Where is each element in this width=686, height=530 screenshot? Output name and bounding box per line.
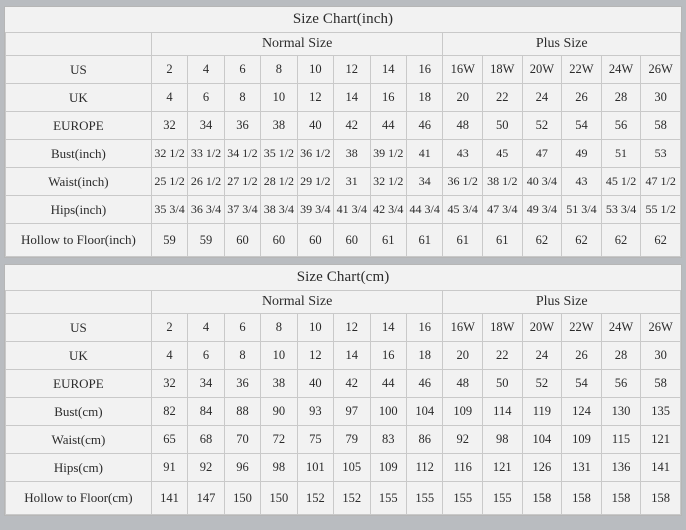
row-label: EUROPE xyxy=(6,370,152,398)
cell: 147 xyxy=(188,482,224,515)
cell: 36 1/2 xyxy=(443,168,483,196)
cell: 36 xyxy=(224,370,260,398)
cell: 155 xyxy=(443,482,483,515)
cell: 38 xyxy=(334,140,370,168)
cell: 40 xyxy=(297,112,333,140)
cell: 4 xyxy=(151,84,187,112)
cell: 45 3/4 xyxy=(443,196,483,224)
cell: 44 xyxy=(370,370,406,398)
cell: 98 xyxy=(261,454,297,482)
cell: 51 xyxy=(601,140,641,168)
cell: 42 xyxy=(334,112,370,140)
cell: 104 xyxy=(522,426,562,454)
cell: 36 xyxy=(224,112,260,140)
cell: 158 xyxy=(522,482,562,515)
cell: 38 3/4 xyxy=(261,196,297,224)
cell: 49 3/4 xyxy=(522,196,562,224)
cell: 6 xyxy=(224,314,260,342)
cell: 58 xyxy=(641,370,681,398)
table-row xyxy=(6,398,681,426)
cell: 40 3/4 xyxy=(522,168,562,196)
table-row xyxy=(6,342,681,370)
table-row xyxy=(6,140,681,168)
cell: 86 xyxy=(406,426,442,454)
cell: 30 xyxy=(641,342,681,370)
cell: 39 1/2 xyxy=(370,140,406,168)
cell: 8 xyxy=(261,314,297,342)
cell: 10 xyxy=(297,56,333,84)
cell: 31 xyxy=(334,168,370,196)
cell: 47 3/4 xyxy=(483,196,523,224)
cell: 30 xyxy=(641,84,681,112)
cell: 61 xyxy=(443,224,483,257)
row-label: Hollow to Floor(cm) xyxy=(6,482,152,515)
cell: 150 xyxy=(261,482,297,515)
cell: 101 xyxy=(297,454,333,482)
cell: 53 xyxy=(641,140,681,168)
table-row xyxy=(6,112,681,140)
table-row xyxy=(6,314,681,342)
cell: 104 xyxy=(406,398,442,426)
group-plus-size: Plus Size xyxy=(443,33,681,56)
cell: 150 xyxy=(224,482,260,515)
cell: 141 xyxy=(641,454,681,482)
cell: 18W xyxy=(483,314,523,342)
cell: 96 xyxy=(224,454,260,482)
cell: 131 xyxy=(562,454,602,482)
cell: 41 xyxy=(406,140,442,168)
cell: 16W xyxy=(443,56,483,84)
cell: 24 xyxy=(522,342,562,370)
cell: 65 xyxy=(151,426,187,454)
cell: 62 xyxy=(601,224,641,257)
cell: 46 xyxy=(406,370,442,398)
size-table-cm xyxy=(5,290,681,515)
corner-cell xyxy=(6,33,152,56)
cell: 34 1/2 xyxy=(224,140,260,168)
row-label: Hips(cm) xyxy=(6,454,152,482)
cell: 8 xyxy=(224,342,260,370)
cell: 32 xyxy=(151,112,187,140)
table-row xyxy=(6,168,681,196)
cell: 48 xyxy=(443,112,483,140)
cell: 42 3/4 xyxy=(370,196,406,224)
cell: 158 xyxy=(601,482,641,515)
cell: 26W xyxy=(641,56,681,84)
cell: 38 xyxy=(261,112,297,140)
cell: 42 xyxy=(334,370,370,398)
cell: 52 xyxy=(522,112,562,140)
cell: 36 3/4 xyxy=(188,196,224,224)
cell: 20W xyxy=(522,314,562,342)
row-label: Hollow to Floor(inch) xyxy=(6,224,152,257)
cell: 105 xyxy=(334,454,370,482)
cell: 8 xyxy=(261,56,297,84)
table-row xyxy=(6,224,681,257)
cell: 79 xyxy=(334,426,370,454)
cell: 126 xyxy=(522,454,562,482)
cell: 45 1/2 xyxy=(601,168,641,196)
cell: 124 xyxy=(562,398,602,426)
table-row xyxy=(6,426,681,454)
cell: 36 1/2 xyxy=(297,140,333,168)
cell: 92 xyxy=(443,426,483,454)
cell: 43 xyxy=(562,168,602,196)
cell: 4 xyxy=(188,56,224,84)
cell: 32 1/2 xyxy=(151,140,187,168)
cell: 114 xyxy=(483,398,523,426)
table-row xyxy=(6,482,681,515)
cell: 16 xyxy=(406,314,442,342)
cell: 26 xyxy=(562,84,602,112)
cell: 82 xyxy=(151,398,187,426)
cell: 26 xyxy=(562,342,602,370)
group-header-row xyxy=(6,33,681,56)
cell: 4 xyxy=(188,314,224,342)
cell: 62 xyxy=(641,224,681,257)
cell: 100 xyxy=(370,398,406,426)
cell: 61 xyxy=(370,224,406,257)
cell: 14 xyxy=(370,56,406,84)
cell: 6 xyxy=(224,56,260,84)
row-label: Waist(cm) xyxy=(6,426,152,454)
cell: 109 xyxy=(370,454,406,482)
cell: 59 xyxy=(188,224,224,257)
cell: 18 xyxy=(406,342,442,370)
row-label: UK xyxy=(6,84,152,112)
cell: 12 xyxy=(297,84,333,112)
row-label: US xyxy=(6,56,152,84)
cell: 141 xyxy=(151,482,187,515)
cell: 112 xyxy=(406,454,442,482)
cell: 20 xyxy=(443,84,483,112)
cell: 47 xyxy=(522,140,562,168)
cell: 58 xyxy=(641,112,681,140)
cell: 28 1/2 xyxy=(261,168,297,196)
cell: 60 xyxy=(261,224,297,257)
cell: 70 xyxy=(224,426,260,454)
row-label: UK xyxy=(6,342,152,370)
cell: 48 xyxy=(443,370,483,398)
cell: 22 xyxy=(483,84,523,112)
cell: 34 xyxy=(188,370,224,398)
table-row xyxy=(6,454,681,482)
cell: 121 xyxy=(483,454,523,482)
cell: 91 xyxy=(151,454,187,482)
cell: 97 xyxy=(334,398,370,426)
size-chart-inch xyxy=(4,6,682,258)
cell: 27 1/2 xyxy=(224,168,260,196)
cell: 46 xyxy=(406,112,442,140)
cell: 155 xyxy=(406,482,442,515)
cell: 2 xyxy=(151,314,187,342)
cell: 14 xyxy=(370,314,406,342)
cell: 55 1/2 xyxy=(641,196,681,224)
cell: 12 xyxy=(297,342,333,370)
cell: 4 xyxy=(151,342,187,370)
cell: 60 xyxy=(297,224,333,257)
cell: 18 xyxy=(406,84,442,112)
cell: 24 xyxy=(522,84,562,112)
cell: 38 xyxy=(261,370,297,398)
cell: 61 xyxy=(483,224,523,257)
cell: 121 xyxy=(641,426,681,454)
cell: 50 xyxy=(483,112,523,140)
cell: 14 xyxy=(334,342,370,370)
corner-cell xyxy=(6,291,152,314)
cell: 8 xyxy=(224,84,260,112)
cell: 56 xyxy=(601,112,641,140)
cell: 26W xyxy=(641,314,681,342)
cell: 26 1/2 xyxy=(188,168,224,196)
cell: 72 xyxy=(261,426,297,454)
size-table-inch xyxy=(5,32,681,257)
cell: 59 xyxy=(151,224,187,257)
cell: 47 1/2 xyxy=(641,168,681,196)
cell: 54 xyxy=(562,370,602,398)
cell: 20W xyxy=(522,56,562,84)
cell: 40 xyxy=(297,370,333,398)
table-row xyxy=(6,196,681,224)
cell: 92 xyxy=(188,454,224,482)
cell: 37 3/4 xyxy=(224,196,260,224)
cell: 45 xyxy=(483,140,523,168)
cell: 35 1/2 xyxy=(261,140,297,168)
cell: 28 xyxy=(601,84,641,112)
cell: 16 xyxy=(370,84,406,112)
cell: 10 xyxy=(261,84,297,112)
cell: 39 3/4 xyxy=(297,196,333,224)
cell: 16 xyxy=(406,56,442,84)
cell: 135 xyxy=(641,398,681,426)
table-row xyxy=(6,84,681,112)
cell: 119 xyxy=(522,398,562,426)
group-plus-size: Plus Size xyxy=(443,291,681,314)
cell: 109 xyxy=(562,426,602,454)
cell: 20 xyxy=(443,342,483,370)
cell: 22 xyxy=(483,342,523,370)
table-row xyxy=(6,56,681,84)
cell: 115 xyxy=(601,426,641,454)
cell: 75 xyxy=(297,426,333,454)
cell: 33 1/2 xyxy=(188,140,224,168)
cell: 60 xyxy=(334,224,370,257)
cell: 61 xyxy=(406,224,442,257)
cell: 35 3/4 xyxy=(151,196,187,224)
cell: 52 xyxy=(522,370,562,398)
cell: 24W xyxy=(601,314,641,342)
cell: 116 xyxy=(443,454,483,482)
cell: 152 xyxy=(297,482,333,515)
cell: 14 xyxy=(334,84,370,112)
cell: 152 xyxy=(334,482,370,515)
cell: 136 xyxy=(601,454,641,482)
cell: 93 xyxy=(297,398,333,426)
row-label: Bust(cm) xyxy=(6,398,152,426)
cell: 29 1/2 xyxy=(297,168,333,196)
cell: 44 3/4 xyxy=(406,196,442,224)
cell: 90 xyxy=(261,398,297,426)
cell: 130 xyxy=(601,398,641,426)
row-label: Bust(inch) xyxy=(6,140,152,168)
cell: 34 xyxy=(188,112,224,140)
cell: 18W xyxy=(483,56,523,84)
cell: 109 xyxy=(443,398,483,426)
cell: 28 xyxy=(601,342,641,370)
cell: 38 1/2 xyxy=(483,168,523,196)
cell: 32 xyxy=(151,370,187,398)
cell: 12 xyxy=(334,56,370,84)
cell: 43 xyxy=(443,140,483,168)
size-chart-cm xyxy=(4,264,682,516)
cell: 155 xyxy=(370,482,406,515)
cell: 25 1/2 xyxy=(151,168,187,196)
cell: 155 xyxy=(483,482,523,515)
cell: 56 xyxy=(601,370,641,398)
chart-title-cm: Size Chart(cm) xyxy=(5,265,681,290)
cell: 6 xyxy=(188,342,224,370)
cell: 88 xyxy=(224,398,260,426)
chart-title-inch: Size Chart(inch) xyxy=(5,7,681,32)
cell: 6 xyxy=(188,84,224,112)
cell: 44 xyxy=(370,112,406,140)
cell: 22W xyxy=(562,56,602,84)
cell: 16W xyxy=(443,314,483,342)
cell: 53 3/4 xyxy=(601,196,641,224)
row-label: Hips(inch) xyxy=(6,196,152,224)
cell: 24W xyxy=(601,56,641,84)
cell: 41 3/4 xyxy=(334,196,370,224)
cell: 10 xyxy=(297,314,333,342)
cell: 10 xyxy=(261,342,297,370)
cell: 16 xyxy=(370,342,406,370)
group-normal-size: Normal Size xyxy=(151,33,443,56)
group-normal-size: Normal Size xyxy=(151,291,443,314)
row-label: EUROPE xyxy=(6,112,152,140)
cell: 60 xyxy=(224,224,260,257)
cell: 49 xyxy=(562,140,602,168)
row-label: US xyxy=(6,314,152,342)
cell: 54 xyxy=(562,112,602,140)
cell: 22W xyxy=(562,314,602,342)
cell: 68 xyxy=(188,426,224,454)
table-row xyxy=(6,370,681,398)
group-header-row xyxy=(6,291,681,314)
row-label: Waist(inch) xyxy=(6,168,152,196)
cell: 12 xyxy=(334,314,370,342)
cell: 158 xyxy=(562,482,602,515)
cell: 34 xyxy=(406,168,442,196)
cell: 62 xyxy=(522,224,562,257)
cell: 158 xyxy=(641,482,681,515)
cell: 98 xyxy=(483,426,523,454)
cell: 62 xyxy=(562,224,602,257)
cell: 2 xyxy=(151,56,187,84)
cell: 50 xyxy=(483,370,523,398)
cell: 32 1/2 xyxy=(370,168,406,196)
cell: 83 xyxy=(370,426,406,454)
cell: 51 3/4 xyxy=(562,196,602,224)
cell: 84 xyxy=(188,398,224,426)
